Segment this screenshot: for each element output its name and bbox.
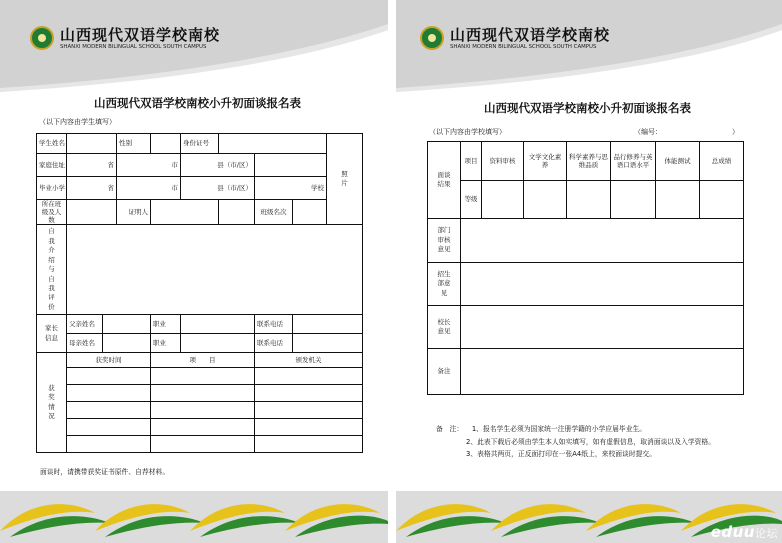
mother-occupation-field[interactable] — [181, 334, 255, 353]
label-principal-cell — [428, 306, 461, 349]
label-award-org: 颁发机关 — [255, 353, 363, 368]
label-home-address: 家庭住址 — [37, 154, 67, 177]
label-grade: 等级 — [461, 181, 482, 219]
label-photo: 照片 — [341, 169, 348, 188]
eduu-watermark — [711, 523, 778, 541]
label-principal-opinion: 校长意见 — [437, 317, 451, 335]
label-father-occupation: 职业 — [151, 315, 181, 334]
department-opinion-field[interactable] — [461, 219, 744, 263]
leaf-wave-decoration — [0, 491, 388, 543]
label-remarks-cell — [428, 349, 461, 395]
gender-field[interactable] — [151, 134, 181, 154]
class-position-field[interactable] — [67, 200, 117, 225]
mother-name-field[interactable] — [103, 334, 151, 353]
father-occupation-field[interactable] — [181, 315, 255, 334]
school-name-cn: 山西现代双语学校南校 — [60, 26, 221, 44]
school-emblem-icon — [420, 26, 444, 50]
grade-fitness-field[interactable] — [656, 181, 700, 219]
grade-material-field[interactable] — [482, 181, 524, 219]
school-county-field[interactable]: 县（市/区） — [181, 177, 255, 200]
label-award-item: 项 目 — [151, 353, 255, 368]
leaf-group — [0, 504, 388, 537]
school-name-en: SHANXI MODERN BILINGUAL SCHOOL SOUTH CAMPUS — [60, 44, 207, 50]
label-witness: 证明人 — [117, 200, 151, 225]
form-page-back — [396, 0, 782, 543]
serial-close: ） — [732, 128, 739, 136]
label-parent-info: 家长信息 — [45, 324, 58, 342]
remarks-field[interactable] — [461, 349, 744, 395]
form-title: 山西现代双语学校南校小升初面谈报名表 — [94, 96, 301, 110]
watermark-brand: eduu — [710, 523, 755, 541]
label-mother-phone: 联系电话 — [255, 334, 293, 353]
award-time-cell[interactable] — [67, 385, 151, 402]
father-name-field[interactable] — [103, 315, 151, 334]
footer-band — [396, 491, 782, 543]
label-interview-result-cell — [428, 142, 461, 219]
mother-phone-field[interactable] — [293, 334, 363, 353]
school-review-table — [427, 141, 744, 395]
label-remarks: 备注 — [437, 366, 451, 375]
form-page-front — [0, 0, 388, 543]
school-name-cn: 山西现代双语学校南校 — [450, 26, 611, 44]
label-self-intro-cell — [37, 225, 67, 315]
label-awards: 获奖情况 — [48, 384, 55, 421]
footer-band — [0, 491, 388, 543]
label-department-cell — [428, 219, 461, 263]
admissions-opinion-field[interactable] — [461, 263, 744, 306]
col-science: 科学素养与思维品质 — [567, 142, 611, 181]
grade-literature-field[interactable] — [524, 181, 567, 219]
award-org-cell[interactable] — [255, 368, 363, 385]
award-item-cell[interactable] — [151, 436, 255, 453]
col-material-review: 资料审核 — [482, 142, 524, 181]
label-class-rank: 班级名次 — [255, 200, 293, 225]
city-field[interactable]: 市 — [117, 154, 181, 177]
student-info-table — [36, 133, 363, 453]
grade-science-field[interactable] — [567, 181, 611, 219]
award-item-cell[interactable] — [151, 385, 255, 402]
label-department-opinion: 部门审核意见 — [437, 226, 451, 254]
notes-line — [436, 423, 715, 436]
school-province-field[interactable]: 省 — [67, 177, 117, 200]
award-item-cell[interactable] — [151, 419, 255, 436]
label-mother-occupation: 职业 — [151, 334, 181, 353]
notes-block — [436, 423, 715, 461]
form-title: 山西现代双语学校南校小升初面谈报名表 — [484, 101, 691, 115]
label-admissions-opinion: 招生部意见 — [437, 269, 451, 297]
note-3: 3、表格共两页，正反面打印在一张A4纸上，来校面谈时提交。 — [466, 450, 657, 459]
award-time-cell[interactable] — [67, 368, 151, 385]
label-father-phone: 联系电话 — [255, 315, 293, 334]
fill-note: （以下内容由学校填写） — [429, 128, 506, 136]
page-gutter — [388, 0, 396, 543]
school-name-en: SHANXI MODERN BILINGUAL SCHOOL SOUTH CAMPUS — [450, 44, 597, 50]
award-row — [37, 419, 363, 436]
label-father-name: 父亲姓名 — [67, 315, 103, 334]
award-org-cell[interactable] — [255, 402, 363, 419]
award-row — [37, 368, 363, 385]
label-class-position: 所在班级及人数 — [37, 200, 67, 225]
award-row — [37, 385, 363, 402]
id-number-field[interactable] — [219, 134, 327, 154]
award-time-cell[interactable] — [67, 402, 151, 419]
col-conduct-english: 品行修养与英语口语水平 — [611, 142, 656, 181]
father-phone-field[interactable] — [293, 315, 363, 334]
self-intro-field[interactable] — [67, 225, 363, 315]
grade-total-field[interactable] — [700, 181, 744, 219]
county-field[interactable]: 县（市/区） — [181, 154, 255, 177]
school-emblem-icon — [30, 26, 54, 50]
student-name-field[interactable] — [67, 134, 117, 154]
award-row — [37, 402, 363, 419]
label-self-intro: 自我介绍与自我评价 — [48, 227, 55, 311]
label-item: 项目 — [461, 142, 482, 181]
serial-label: （编号： — [634, 128, 662, 136]
watermark-suffix: 论坛 — [755, 527, 778, 540]
witness-field[interactable] — [151, 200, 219, 225]
label-admissions-cell — [428, 263, 461, 306]
label-gender: 性别 — [117, 134, 151, 154]
col-total: 总成绩 — [700, 142, 744, 181]
col-literature: 文学文化素 养 — [524, 142, 567, 181]
award-item-cell[interactable] — [151, 368, 255, 385]
award-org-cell[interactable] — [255, 385, 363, 402]
label-mother-name: 母亲姓名 — [67, 334, 103, 353]
award-time-cell[interactable] — [67, 419, 151, 436]
note-1: 1、报名学生必须为国家统一注册学籍的小学应届毕业生。 — [471, 425, 647, 433]
principal-opinion-field[interactable] — [461, 306, 744, 349]
notes-head: 备 注： — [436, 425, 464, 433]
label-student-name: 学生姓名 — [37, 134, 67, 154]
school-city-field[interactable]: 市 — [117, 177, 181, 200]
label-award-time: 获奖时间 — [67, 353, 151, 368]
address-detail-field[interactable] — [255, 154, 327, 177]
label-awards-cell — [37, 353, 67, 453]
award-item-cell[interactable] — [151, 402, 255, 419]
fill-note: （以下内容由学生填写） — [39, 118, 116, 126]
class-rank-field[interactable] — [293, 200, 327, 225]
photo-box[interactable] — [327, 134, 363, 225]
label-id-number: 身份证号 — [181, 134, 219, 154]
label-interview-result: 面谈结果 — [437, 170, 451, 188]
note-2: 2、此表下载后必须由学生本人如实填写，如有虚假信息，取消面谈以及入学资格。 — [466, 437, 716, 446]
label-parent-info-cell — [37, 315, 67, 353]
award-row — [37, 436, 363, 453]
award-org-cell[interactable] — [255, 419, 363, 436]
gap-cell — [219, 200, 255, 225]
grade-conduct-field[interactable] — [611, 181, 656, 219]
label-graduate-school: 毕业小学 — [37, 177, 67, 200]
award-org-cell[interactable] — [255, 436, 363, 453]
award-time-cell[interactable] — [67, 436, 151, 453]
col-fitness: 体能测试 — [656, 142, 700, 181]
interview-reminder: 面谈时，请携带获奖证书原件、自荐材料。 — [40, 468, 170, 476]
school-name-field[interactable]: 学校 — [255, 177, 327, 200]
province-field[interactable]: 省 — [67, 154, 117, 177]
